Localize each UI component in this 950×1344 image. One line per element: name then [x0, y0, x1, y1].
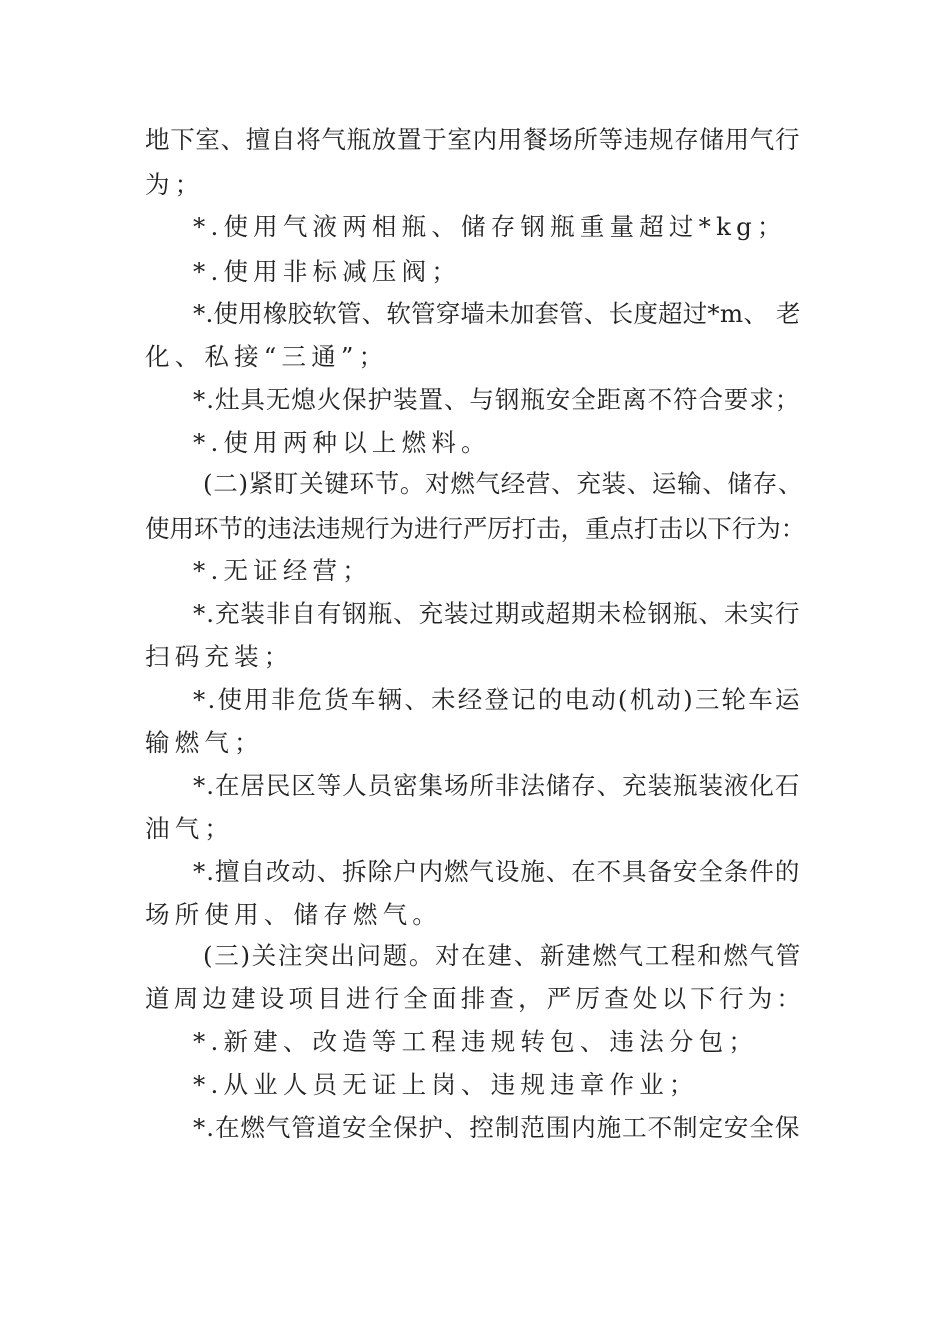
- list-item: *.擅自改动、拆除户内燃气设施、在不具备安全条件的: [193, 857, 801, 886]
- body-text-line: 输燃气；: [145, 728, 264, 757]
- section-heading: (二)紧盯关键环节。对燃气经营、充装、运输、储存、: [203, 469, 804, 498]
- body-text-line: 扫码充装；: [145, 642, 294, 671]
- body-text-line: 使用环节的违法违规行为进行严厉打击，重点打击以下行为：: [145, 514, 806, 543]
- section-heading: (三)关注突出问题。对在建、新建燃气工程和燃气管: [203, 941, 802, 970]
- list-item: *.在居民区等人员密集场所非法储存、充装瓶装液化石: [193, 771, 801, 800]
- body-text-line: 道周边建设项目进行全面排查，严厉查处以下行为：: [145, 984, 806, 1013]
- body-text-line: 地下室、擅自将气瓶放置于室内用餐场所等违规存储用气行: [145, 125, 801, 154]
- list-item: *.使用非标减压阀；: [193, 257, 462, 286]
- body-text-line: 油气；: [145, 814, 235, 843]
- list-item: *.使用非危货车辆、未经登记的电动(机动)三轮车运: [193, 685, 802, 714]
- body-text-line: 场所使用、储存燃气。: [145, 900, 442, 929]
- list-item: *.使用两种以上燃料。: [193, 428, 491, 457]
- body-text-line: 化、私接“三通”；: [145, 342, 389, 371]
- list-item: *.在燃气管道安全保护、控制范围内施工不制定安全保: [193, 1113, 801, 1142]
- body-text-line: 为；: [145, 170, 205, 199]
- list-item: *.新建、改造等工程违规转包、违法分包；: [193, 1027, 759, 1056]
- list-item: *.无证经营；: [193, 556, 372, 585]
- list-item: *.使用气液两相瓶、储存钢瓶重量超过*kg；: [193, 212, 787, 241]
- list-item: *.从业人员无证上岗、违规违章作业；: [193, 1070, 699, 1099]
- list-item: *.使用橡胶软管、软管穿墙未加套管、长度超过*m、 老: [193, 299, 801, 328]
- list-item: *.灶具无熄火保护装置、与钢瓶安全距离不符合要求；: [193, 385, 801, 414]
- list-item: *.充装非自有钢瓶、充装过期或超期未检钢瓶、未实行: [193, 599, 801, 628]
